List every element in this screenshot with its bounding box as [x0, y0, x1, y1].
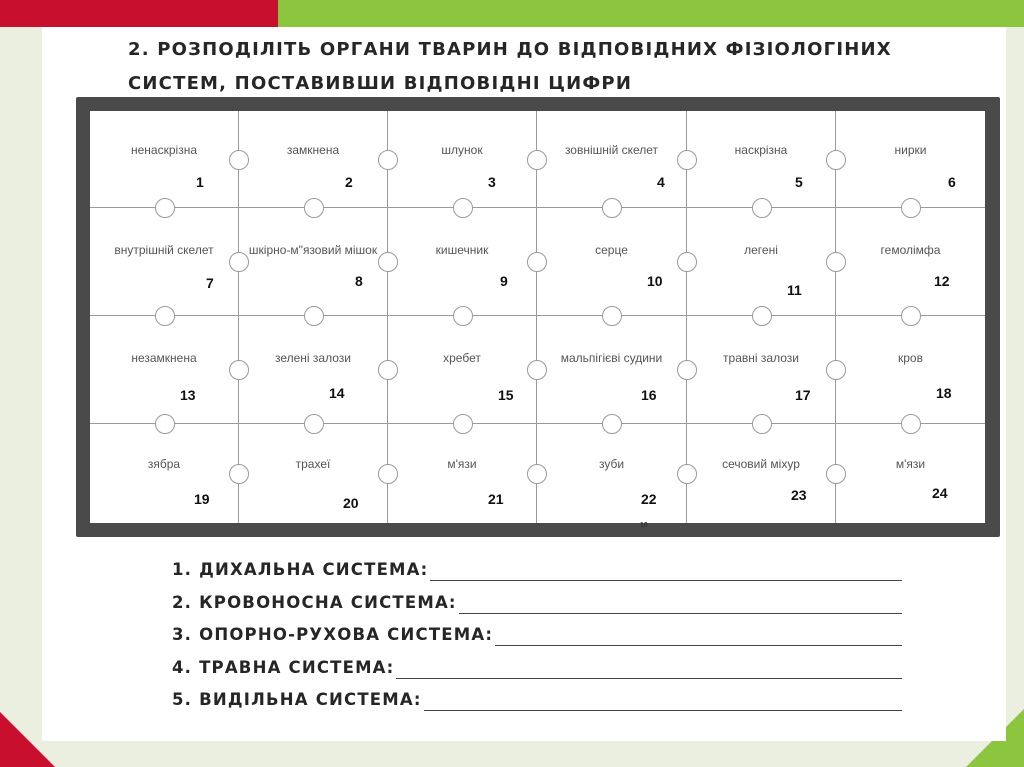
- task-title-line-2: СИСТЕМ, ПОСТАВИВШИ ВІДПОВІДНІ ЦИФРИ: [128, 73, 633, 94]
- puzzle-piece-label: м'язи: [895, 456, 926, 471]
- puzzle-piece: [836, 208, 985, 316]
- puzzle-piece-label: серце: [595, 243, 628, 258]
- puzzle-piece-number: 2: [345, 174, 353, 190]
- puzzle-piece: [537, 316, 687, 424]
- puzzle-piece-number: 4: [657, 174, 665, 190]
- puzzle-piece-label: внутрішній скелет: [114, 243, 214, 258]
- puzzle-piece-label: ненаскрізна: [131, 142, 197, 157]
- puzzle-piece: [687, 111, 836, 208]
- puzzle-piece-number: 21: [488, 491, 504, 507]
- puzzle-piece-label: кров: [898, 351, 923, 366]
- puzzle-piece-label: зябра: [147, 456, 181, 471]
- systems-list: [172, 560, 493, 723]
- puzzle-piece-number: 5: [795, 174, 803, 190]
- system-label: 4. ТРАВНА СИСТЕМА:: [172, 657, 395, 677]
- puzzle-piece: [537, 424, 687, 523]
- system-answer-blank[interactable]: [430, 580, 902, 581]
- puzzle-piece-label: мальпігієві судини: [560, 351, 663, 366]
- system-label: 3. ОПОРНО-РУХОВА СИСТЕМА:: [172, 625, 494, 644]
- puzzle-piece-number: 1: [196, 174, 204, 190]
- puzzle-piece-label: трахеї: [295, 456, 331, 471]
- puzzle-piece-label: легені: [744, 243, 778, 258]
- puzzle-piece: [90, 316, 239, 424]
- puzzle-piece-number: 16: [641, 387, 657, 403]
- system-line: [172, 658, 493, 691]
- system-answer-blank[interactable]: [424, 710, 902, 711]
- page-number: 10: [640, 522, 648, 529]
- puzzle-piece: [239, 208, 388, 316]
- system-line: [172, 625, 493, 658]
- puzzle-piece-label: хребет: [443, 351, 481, 366]
- puzzle-piece: [687, 208, 836, 316]
- puzzle-piece-label: зелені залози: [274, 351, 351, 366]
- system-line: [172, 560, 493, 593]
- puzzle-piece-label: зовнішній скелет: [564, 142, 659, 157]
- puzzle-grid: [90, 111, 985, 523]
- top-accent-bar-red: [0, 0, 278, 27]
- puzzle-piece-label: незамкнена: [131, 351, 197, 366]
- puzzle-piece-number: 19: [194, 491, 210, 507]
- puzzle-piece-number: 11: [787, 282, 802, 298]
- system-answer-blank[interactable]: [459, 613, 902, 614]
- puzzle-piece: [687, 316, 836, 424]
- puzzle-piece: [239, 424, 388, 523]
- puzzle-piece-number: 14: [329, 385, 345, 401]
- puzzle-piece: [836, 316, 985, 424]
- puzzle-piece-label: зуби: [598, 456, 625, 471]
- puzzle-piece: [537, 208, 687, 316]
- system-label: 1. ДИХАЛЬНА СИСТЕМА:: [172, 560, 429, 579]
- puzzle-piece: [836, 111, 985, 208]
- task-title-line-1: 2. РОЗПОДІЛІТЬ ОРГАНИ ТВАРИН ДО ВІДПОВІДНИХ ФІЗІОЛОГІНИХ: [128, 39, 892, 60]
- puzzle-piece-number: 24: [932, 485, 948, 501]
- puzzle-piece-number: 23: [791, 487, 807, 503]
- puzzle-piece: [537, 111, 687, 208]
- puzzle-piece-number: 7: [206, 275, 214, 291]
- puzzle-piece-number: 13: [180, 387, 196, 403]
- puzzle-piece-label: травні залози: [723, 351, 799, 366]
- system-label: 5. ВИДІЛЬНА СИСТЕМА:: [172, 690, 422, 709]
- puzzle-piece-label: наскрізна: [734, 142, 788, 157]
- puzzle-piece-number: 18: [936, 385, 952, 401]
- puzzle-piece: [388, 424, 537, 523]
- puzzle-piece: [388, 316, 537, 424]
- puzzle-piece: [388, 111, 537, 208]
- task-title: [128, 33, 928, 101]
- top-accent-bar-green: [278, 0, 1024, 27]
- system-label: 2. КРОВОНОСНА СИСТЕМА:: [172, 592, 457, 612]
- puzzle-piece-label: шкірно-м"язовий мішок: [248, 243, 378, 258]
- puzzle-piece: [687, 424, 836, 523]
- puzzle-piece-number: 17: [795, 387, 811, 403]
- puzzle-piece-label: сечовий міхур: [722, 456, 800, 471]
- puzzle-piece: [90, 111, 239, 208]
- puzzle-piece-number: 9: [500, 273, 508, 289]
- puzzle-piece: [239, 111, 388, 208]
- puzzle-piece-label: м'язи: [447, 456, 477, 471]
- system-answer-blank[interactable]: [495, 645, 902, 646]
- puzzle-piece-number: 22: [641, 491, 657, 507]
- puzzle-piece-label: шлунок: [441, 142, 483, 157]
- puzzle-piece-number: 6: [948, 174, 956, 190]
- system-line: [172, 690, 493, 723]
- puzzle-piece: [836, 424, 985, 523]
- puzzle-piece-number: 10: [647, 273, 663, 289]
- puzzle-piece: [90, 424, 239, 523]
- puzzle-piece-number: 15: [498, 387, 514, 403]
- puzzle-piece-number: 20: [343, 495, 359, 511]
- puzzle-piece: [239, 316, 388, 424]
- puzzle-piece-number: 8: [355, 273, 363, 289]
- puzzle-piece-label: кишечник: [435, 243, 489, 258]
- puzzle-piece-number: 12: [934, 273, 950, 289]
- system-line: [172, 593, 493, 626]
- puzzle-piece-label: нирки: [894, 142, 927, 157]
- puzzle-piece: [90, 208, 239, 316]
- puzzle-piece-label: гемолімфа: [880, 243, 941, 258]
- puzzle-piece-label: замкнена: [286, 142, 340, 157]
- puzzle-piece: [388, 208, 537, 316]
- system-answer-blank[interactable]: [396, 678, 902, 679]
- puzzle-piece-number: 3: [488, 174, 496, 190]
